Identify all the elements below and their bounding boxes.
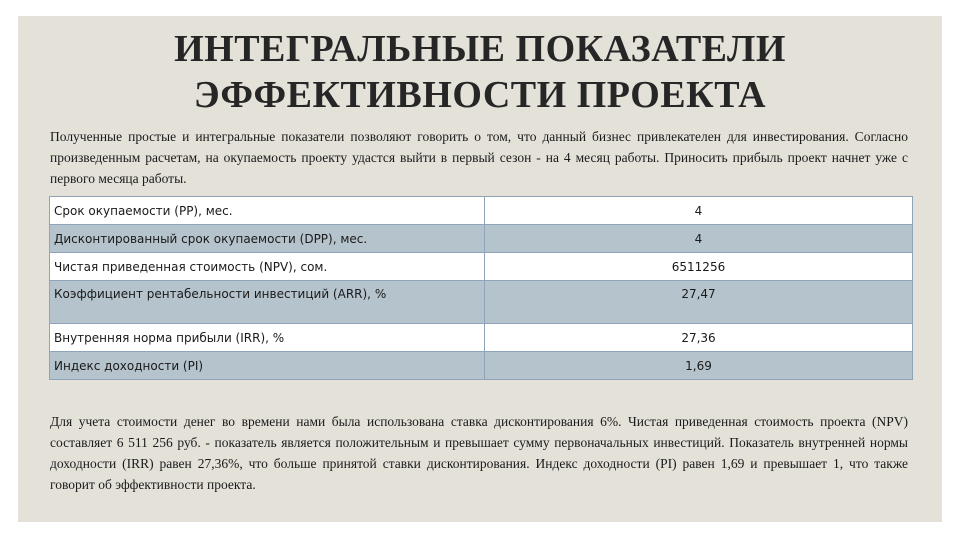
- metrics-table: [49, 196, 913, 380]
- intro-paragraph: Полученные простые и интегральные показатели позволяют говорить о том, что данный бизнес привлекателен для инвестирования. Согласно произведенным расчетам, на окупаемость проекту удастся выйти в первый сезон - на 4 месяц работы. Приносить прибыль проект начнет уже с первого месяца работы.: [50, 129, 908, 186]
- table-row: [50, 324, 913, 352]
- title-line-2: ЭФФЕКТИВНОСТИ ПРОЕКТА: [193, 74, 767, 116]
- row-label: Дисконтированный срок окупаемости (DPP), мес.: [50, 225, 485, 253]
- conclusion-paragraph: Для учета стоимости денег во времени нами была использована ставка дисконтирования 6%. Чистая приведенная стоимость проекта (NPV) составляет 6 511 256 руб. - показатель является положительным и превышает сумму первоначальных инвестиций. Показатель внутренней нормы доходности (IRR) равен 27,36%, что больше принятой ставки дисконтирования. Индекс доходности (PI) равен 1,69 и превышает 1, что также говорит об эффективности проекта.: [50, 414, 908, 492]
- table-row: [50, 225, 913, 253]
- title-line-1: ИНТЕГРАЛЬНЫЕ ПОКАЗАТЕЛИ: [174, 28, 786, 70]
- row-label: Чистая приведенная стоимость (NPV), сом.: [50, 253, 485, 281]
- row-label: Внутренняя норма прибыли (IRR), %: [50, 324, 485, 352]
- table-row: [50, 197, 913, 225]
- row-value: 4: [485, 225, 913, 253]
- row-value: 6511256: [485, 253, 913, 281]
- table-row: [50, 352, 913, 380]
- table-row: [50, 253, 913, 281]
- row-value: 1,69: [485, 352, 913, 380]
- row-value: 4: [485, 197, 913, 225]
- row-label: Срок окупаемости (PP), мес.: [50, 197, 485, 225]
- row-label: Коэффициент рентабельности инвестиций (ARR), %: [50, 281, 485, 324]
- row-label: Индекс доходности (PI): [50, 352, 485, 380]
- slide: [18, 16, 942, 522]
- row-value: 27,47: [485, 281, 913, 324]
- table-row: [50, 281, 913, 324]
- slide-title: [18, 26, 942, 118]
- row-value: 27,36: [485, 324, 913, 352]
